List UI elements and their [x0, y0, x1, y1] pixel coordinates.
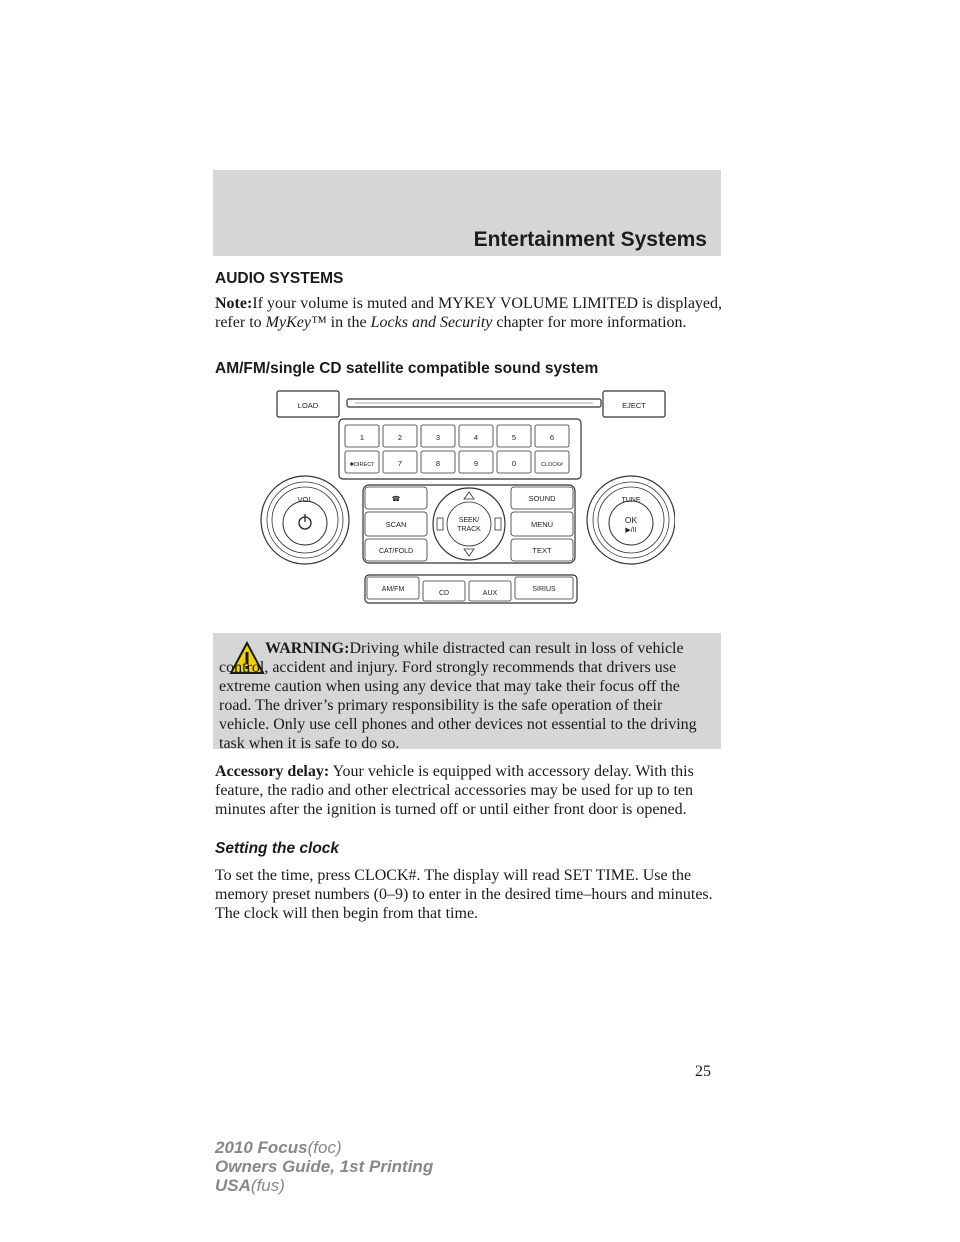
print-footer	[215, 1138, 433, 1195]
warning-box	[213, 633, 721, 752]
preset-label: 4	[473, 433, 479, 442]
mykey-reference: MyKey™	[265, 314, 327, 331]
vol-label: VOL	[297, 495, 313, 504]
volume-knob	[261, 476, 349, 564]
note-label: Note:	[215, 295, 253, 312]
footer-guide: Owners Guide, 1st Printing	[215, 1157, 434, 1176]
preset-label: 9	[473, 459, 479, 468]
clock-paragraph: To set the time, press CLOCK#. The display will read SET TIME. Use the memory preset numbers (0–9) to enter in the desired time–hours and minutes. The clock will then begin from that time.	[215, 867, 713, 922]
accessory-label: Accessory delay:	[215, 763, 330, 780]
preset-label: 8	[435, 459, 441, 468]
warning-line-1: Driving while distracted can result in loss of vehicle	[349, 640, 684, 657]
phone-icon: ☎	[391, 496, 401, 503]
load-label: LOAD	[297, 401, 319, 410]
chapter-header-band	[213, 170, 721, 256]
ok-label: OK	[624, 515, 638, 525]
page-number: 25	[695, 1063, 711, 1080]
preset-label: 6	[549, 433, 555, 442]
radio-faceplate-diagram	[255, 385, 675, 615]
direct-label: ✱DIRECT	[349, 462, 375, 468]
note-text-2: in the	[326, 314, 371, 331]
note-text-3: chapter for more information.	[492, 314, 687, 331]
warning-line-2: control, accident and injury. Ford strongly recommends that drivers use extreme caution when using any device that may take their focus off the road. The driver’s primary responsibility is the safe operation of their vehicle. Only use cell phones and other devices not essential to the driving task when it is safe to do so.	[219, 659, 697, 752]
track-label: TRACK	[457, 526, 481, 533]
clock-heading: Setting the clock	[215, 840, 340, 857]
footer-market-code: (fus)	[250, 1176, 285, 1195]
accessory-paragraph	[215, 762, 725, 819]
preset-label: 1	[359, 433, 365, 442]
note-paragraph	[215, 294, 725, 332]
preset-label: 5	[511, 433, 517, 442]
sound-system-heading: AM/FM/single CD satellite compatible sound system	[215, 360, 599, 377]
footer-market: USA	[215, 1176, 251, 1195]
eject-label: EJECT	[622, 401, 646, 410]
preset-label: 2	[397, 433, 403, 442]
footer-model: 2010 Focus	[215, 1138, 308, 1157]
text-label: TEXT	[532, 546, 552, 555]
chapter-title: Entertainment Systems	[473, 228, 707, 251]
accessory-text: Your vehicle is equipped with accessory delay. With this feature, the radio and other electrical accessories may be used for up to ten minutes after the ignition is turned off or until either front door is opened.	[215, 763, 694, 818]
sirius-label: SIRIUS	[532, 586, 556, 593]
aux-label: AUX	[482, 590, 498, 597]
preset-label: 3	[435, 433, 441, 442]
section-title: AUDIO SYSTEMS	[215, 270, 344, 287]
footer-model-code: (foc)	[307, 1138, 342, 1157]
preset-label: 7	[397, 459, 403, 468]
play-pause-label: ▶/II	[625, 527, 637, 534]
warning-label: WARNING:	[265, 640, 350, 657]
tune-label: TUNE	[621, 497, 641, 504]
clock-label: CLOCK#	[540, 462, 564, 468]
tune-knob	[587, 476, 675, 564]
amfm-label: AM/FM	[381, 586, 405, 593]
menu-label: MENU	[530, 520, 554, 529]
seek-label: SEEK/	[458, 517, 480, 524]
note-text: If your volume is muted and MYKEY VOLUME LIMITED is displayed, refer to	[215, 295, 723, 331]
locks-security-reference: Locks and Security	[370, 314, 493, 331]
sound-label: SOUND	[528, 494, 556, 503]
catfold-label: CAT/FOLD	[378, 548, 414, 555]
warning-text	[213, 639, 715, 753]
scan-label: SCAN	[385, 520, 407, 529]
preset-label: 0	[511, 459, 517, 468]
cd-label: CD	[438, 590, 450, 597]
